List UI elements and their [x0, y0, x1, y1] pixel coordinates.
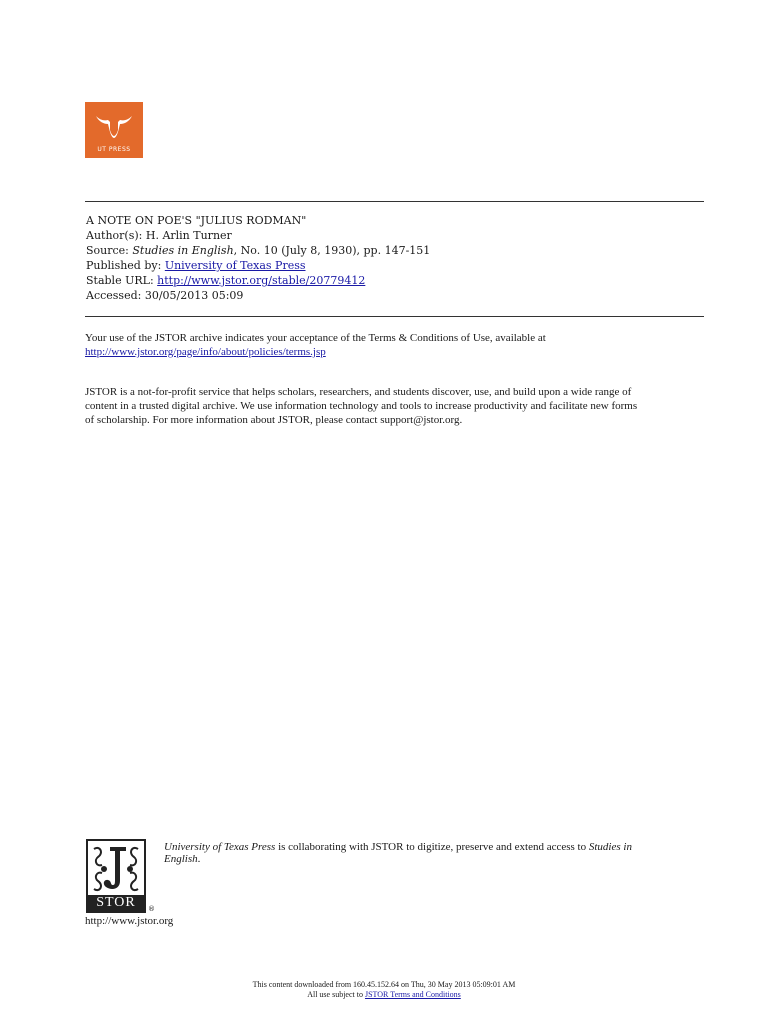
accessed-date: 30/05/2013 05:09	[144, 289, 244, 302]
terms-footer-line	[0, 990, 768, 1000]
publisher-link[interactable]: University of Texas Press	[164, 259, 306, 272]
ut-press-logo	[85, 102, 143, 158]
bottom-divider	[85, 316, 704, 317]
terms-link[interactable]: http://www.jstor.org/page/info/about/policies/terms.jsp	[85, 346, 326, 358]
published-line	[86, 258, 430, 273]
ut-press-logo-text: UT PRESS	[97, 146, 131, 153]
source-label: Source:	[86, 244, 129, 257]
source-line	[86, 243, 430, 258]
longhorn-icon	[94, 110, 134, 140]
article-title: A NOTE ON POE'S "JULIUS RODMAN"	[86, 214, 307, 227]
stable-url-line	[86, 273, 430, 288]
collaboration-end: .	[197, 853, 201, 865]
author-line	[86, 228, 430, 243]
author-name: H. Arlin Turner	[145, 229, 232, 242]
jstor-description	[85, 385, 637, 427]
registered-mark: ®	[148, 905, 155, 913]
jstor-url[interactable]: http://www.jstor.org	[85, 915, 174, 927]
top-divider	[85, 201, 704, 202]
author-label: Author(s):	[86, 229, 143, 242]
download-info: This content downloaded from 160.45.152.64 on Thu, 30 May 2013 05:09:01 AM	[252, 980, 516, 989]
jstor-terms-link[interactable]: JSTOR Terms and Conditions	[364, 990, 461, 999]
jstor-description-line-1: JSTOR is a not-for-profit service that helps scholars, researchers, and students discover, use, and build upon a wide range of	[85, 386, 632, 398]
stable-url-label: Stable URL:	[86, 274, 154, 287]
stable-url-link[interactable]: http://www.jstor.org/stable/20779412	[157, 274, 366, 287]
accessed-line	[86, 288, 430, 303]
source-journal: Studies in English	[132, 244, 234, 257]
collaboration-line-2	[164, 853, 632, 865]
jstor-description-line-2: content in a trusted digital archive. We use information technology and tools to increase productivity and facilitate new forms	[85, 400, 638, 412]
jstor-ornament-icon	[90, 843, 142, 895]
jstor-description-line-3: of scholarship. For more information about JSTOR, please contact support@jstor.org.	[85, 414, 463, 426]
download-footer	[0, 980, 768, 1000]
collaboration-journal-part-2: English	[164, 853, 198, 865]
jstor-wordmark: STOR	[88, 895, 144, 911]
collaboration-journal-part-1: Studies in	[588, 841, 632, 853]
jstor-logo	[86, 839, 146, 913]
terms-footer-prefix: All use subject to	[307, 990, 365, 999]
terms-text: Your use of the JSTOR archive indicates your acceptance of the Terms & Conditions of Use, available at	[85, 332, 546, 344]
article-metadata	[86, 213, 430, 303]
collaboration-text: is collaborating with JSTOR to digitize, preserve and extend access to	[275, 841, 589, 853]
collaboration-statement	[164, 841, 632, 865]
accessed-label: Accessed:	[86, 289, 142, 302]
collaboration-publisher: University of Texas Press	[164, 841, 276, 853]
terms-notice	[85, 331, 546, 359]
source-details: , No. 10 (July 8, 1930), pp. 147-151	[233, 244, 431, 257]
collaboration-line-1	[164, 841, 632, 853]
published-label: Published by:	[86, 259, 162, 272]
